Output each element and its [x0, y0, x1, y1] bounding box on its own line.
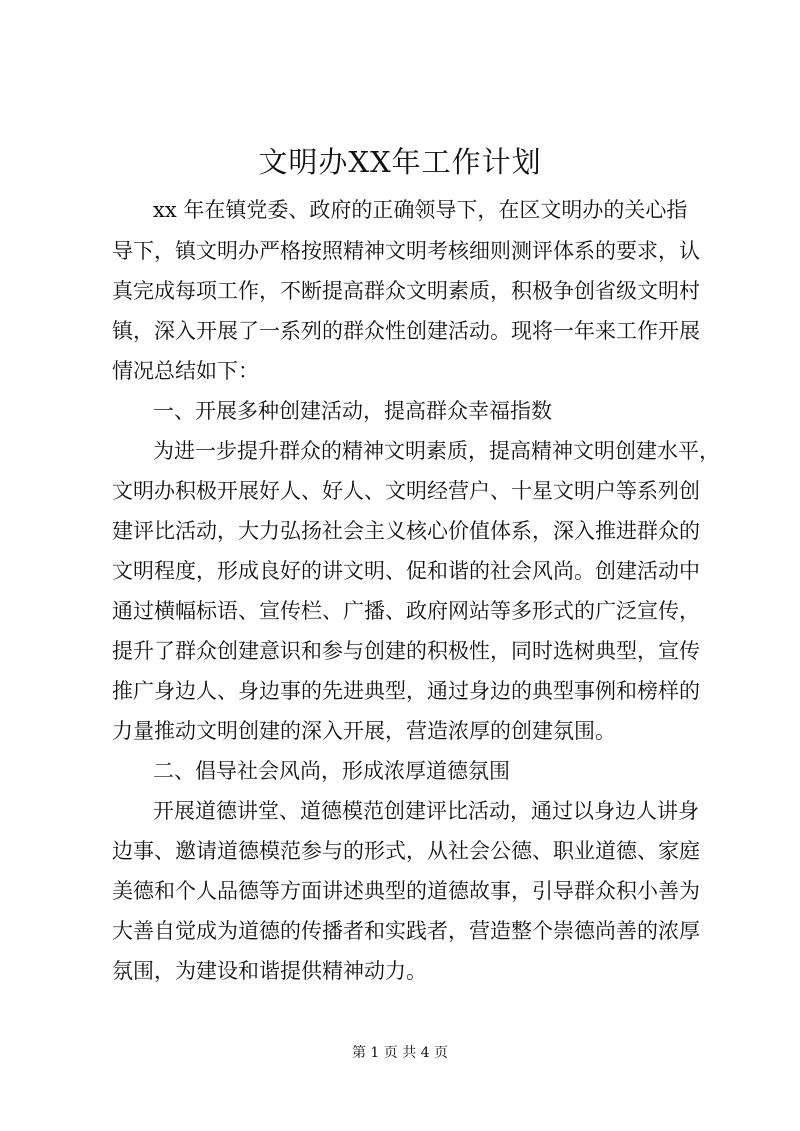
paragraph-line: xx 年在镇党委、政府的正确领导下，在区文明办的关心指: [153, 198, 688, 222]
paragraph-line: 大善自觉成为道德的传播者和实践者，营造整个崇德尚善的浓厚: [112, 919, 700, 943]
paragraph-line: 力量推动文明创建的深入开展，营造浓厚的创建氛围。: [112, 719, 616, 743]
paragraph-line: 氛围，为建设和谐提供精神动力。: [112, 959, 427, 983]
paragraph-line: 通过横幅标语、宣传栏、广播、政府网站等多形式的广泛宣传，: [112, 599, 700, 623]
paragraph-line: 镇，深入开展了一系列的群众性创建活动。现将一年来工作开展: [112, 319, 700, 343]
paragraph-line: 开展道德讲堂、道德模范创建评比活动，通过以身边人讲身: [153, 799, 699, 823]
paragraph-line: 建评比活动，大力弘扬社会主义核心价值体系，深入推进群众的: [112, 519, 700, 543]
paragraph-line: 边事、邀请道德模范参与的形式，从社会公德、职业道德、家庭: [112, 839, 700, 863]
paragraph-line: 真完成每项工作，不断提高群众文明素质，积极争创省级文明村: [112, 279, 700, 303]
paragraph-line: 提升了群众创建意识和参与创建的积极性，同时选树典型，宣传: [112, 639, 700, 663]
paragraph-line: 美德和个人品德等方面讲述典型的道德故事，引导群众积小善为: [112, 879, 700, 903]
section-heading: 二、倡导社会风尚，形成浓厚道德氛围: [153, 759, 510, 783]
section-heading: 一、开展多种创建活动，提高群众幸福指数: [153, 399, 552, 423]
paragraph-line: 情况总结如下：: [112, 359, 259, 383]
paragraph-line: 文明程度，形成良好的讲文明、促和谐的社会风尚。创建活动中: [112, 559, 700, 583]
paragraph-line: 为进一步提升群众的精神文明素质，提高精神文明创建水平，: [153, 439, 720, 463]
document-title: 文明办XX年工作计划: [258, 145, 542, 179]
paragraph-line: 导下，镇文明办严格按照精神文明考核细则测评体系的要求，认: [112, 239, 700, 263]
page-footer: 第 1 页 共 4 页: [351, 1045, 449, 1061]
paragraph-line: 推广身边人、身边事的先进典型，通过身边的典型事例和榜样的: [112, 679, 700, 703]
paragraph-line: 文明办积极开展好人、好人、文明经营户、十星文明户等系列创: [112, 479, 700, 503]
